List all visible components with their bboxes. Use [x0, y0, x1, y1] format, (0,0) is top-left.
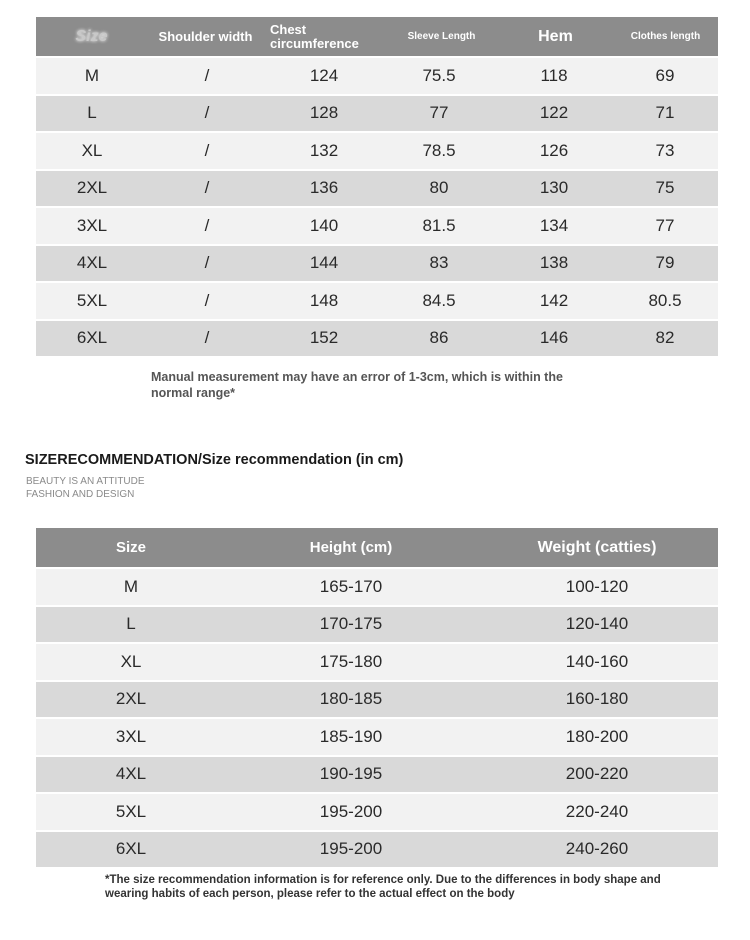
cell-length: 73 — [655, 140, 675, 160]
cell-weight: 200-220 — [565, 764, 629, 784]
cell-weight: 120-140 — [565, 614, 629, 634]
cell-hem: 134 — [539, 215, 569, 235]
table-row — [36, 830, 718, 868]
header-clothes-length: Clothes length — [630, 30, 701, 42]
subtitle-line-1: BEAUTY IS AN ATTITUDE — [26, 476, 145, 487]
table-row — [36, 792, 718, 830]
cell-weight: 220-240 — [565, 801, 629, 821]
cell-shoulder-width: / — [204, 253, 210, 273]
table-row — [36, 206, 718, 244]
cell-size: 6XL — [115, 839, 147, 859]
cell-sleeve: 77 — [429, 103, 449, 123]
cell-sleeve: 80 — [429, 178, 449, 198]
cell-size: 6XL — [76, 328, 108, 348]
cell-height: 175-180 — [319, 651, 383, 671]
measurement-table-body — [36, 56, 718, 356]
cell-sleeve: 86 — [429, 328, 449, 348]
cell-weight: 180-200 — [565, 726, 629, 746]
cell-shoulder-width: / — [204, 290, 210, 310]
header-shoulder-width: Shoulder width — [158, 29, 253, 44]
cell-sleeve: 83 — [429, 253, 449, 273]
cell-height: 170-175 — [319, 614, 383, 634]
cell-weight: 160-180 — [565, 689, 629, 709]
table-row — [36, 169, 718, 207]
cell-shoulder-width: / — [204, 140, 210, 160]
cell-shoulder-width: / — [204, 215, 210, 235]
cell-weight: 140-160 — [565, 651, 629, 671]
table-row — [36, 680, 718, 718]
subtitle-line-2: FASHION AND DESIGN — [26, 489, 135, 500]
cell-hem: 138 — [539, 253, 569, 273]
table-row — [36, 56, 718, 94]
cell-size: 4XL — [115, 764, 147, 784]
cell-length: 69 — [655, 65, 675, 85]
cell-sleeve: 78.5 — [422, 140, 456, 160]
cell-length: 75 — [655, 178, 675, 198]
header-weight: Weight (catties) — [537, 538, 657, 556]
recommendation-subtitle — [26, 475, 145, 501]
cell-height: 180-185 — [319, 689, 383, 709]
cell-size: L — [87, 103, 97, 123]
cell-height: 190-195 — [319, 764, 383, 784]
cell-hem: 146 — [539, 328, 569, 348]
table-row — [36, 567, 718, 605]
cell-size: 2XL — [76, 178, 108, 198]
header-height: Height (cm) — [309, 539, 393, 556]
cell-length: 80.5 — [648, 290, 682, 310]
cell-length: 71 — [655, 103, 675, 123]
cell-chest: 148 — [309, 290, 339, 310]
cell-hem: 130 — [539, 178, 569, 198]
cell-size: 5XL — [115, 801, 147, 821]
table-row — [36, 605, 718, 643]
table-row — [36, 642, 718, 680]
table-row — [36, 717, 718, 755]
cell-sleeve: 81.5 — [422, 215, 456, 235]
measurement-table-header — [36, 17, 718, 56]
cell-size: 3XL — [115, 726, 147, 746]
table-row — [36, 244, 718, 282]
cell-size: 3XL — [76, 215, 108, 235]
cell-size: 4XL — [76, 253, 108, 273]
table-row — [36, 319, 718, 357]
recommendation-title: SIZERECOMMENDATION/Size recommendation (in cm) — [25, 452, 404, 468]
cell-length: 77 — [655, 215, 675, 235]
cell-height: 195-200 — [319, 801, 383, 821]
recommendation-table-header — [36, 528, 718, 567]
cell-shoulder-width: / — [204, 65, 210, 85]
cell-weight: 240-260 — [565, 839, 629, 859]
cell-height: 195-200 — [319, 839, 383, 859]
cell-size: XL — [120, 651, 142, 671]
table-row — [36, 755, 718, 793]
cell-chest: 136 — [309, 178, 339, 198]
cell-sleeve: 75.5 — [422, 65, 456, 85]
cell-shoulder-width: / — [204, 178, 210, 198]
table-row — [36, 281, 718, 319]
cell-size: 2XL — [115, 689, 147, 709]
recommendation-table — [36, 528, 718, 867]
cell-chest: 124 — [309, 65, 339, 85]
cell-length: 82 — [655, 328, 675, 348]
cell-shoulder-width: / — [204, 103, 210, 123]
cell-chest: 144 — [309, 253, 339, 273]
measurement-table — [36, 17, 718, 356]
recommendation-note: *The size recommendation information is for reference only. Due to the differences in body shape and wearing habits of each person, please refer to the actual effect on the body — [105, 874, 661, 900]
cell-shoulder-width: / — [204, 328, 210, 348]
cell-hem: 122 — [539, 103, 569, 123]
measurement-note: Manual measurement may have an error of 1-3cm, which is within the normal range* — [151, 370, 563, 400]
header-chest-circumference: Chest circumference — [269, 21, 359, 51]
cell-height: 185-190 — [319, 726, 383, 746]
cell-hem: 118 — [540, 65, 568, 85]
cell-chest: 128 — [309, 103, 339, 123]
cell-hem: 142 — [539, 290, 569, 310]
recommendation-table-body — [36, 567, 718, 867]
header-size: Size — [75, 27, 108, 45]
cell-size: M — [123, 576, 139, 596]
cell-sleeve: 84.5 — [422, 290, 456, 310]
cell-size: 5XL — [76, 290, 108, 310]
cell-chest: 152 — [309, 328, 339, 348]
cell-chest: 140 — [309, 215, 339, 235]
table-row — [36, 94, 718, 132]
header-sleeve-length: Sleeve Length — [407, 30, 476, 42]
cell-length: 79 — [655, 253, 675, 273]
cell-size: L — [126, 614, 136, 634]
cell-weight: 100-120 — [565, 576, 629, 596]
cell-size: M — [84, 65, 100, 85]
cell-size: XL — [81, 140, 103, 160]
cell-chest: 132 — [309, 140, 339, 160]
cell-height: 165-170 — [319, 576, 383, 596]
header-size: Size — [115, 539, 146, 556]
table-row — [36, 131, 718, 169]
header-hem: Hem — [538, 27, 573, 45]
cell-hem: 126 — [539, 140, 569, 160]
